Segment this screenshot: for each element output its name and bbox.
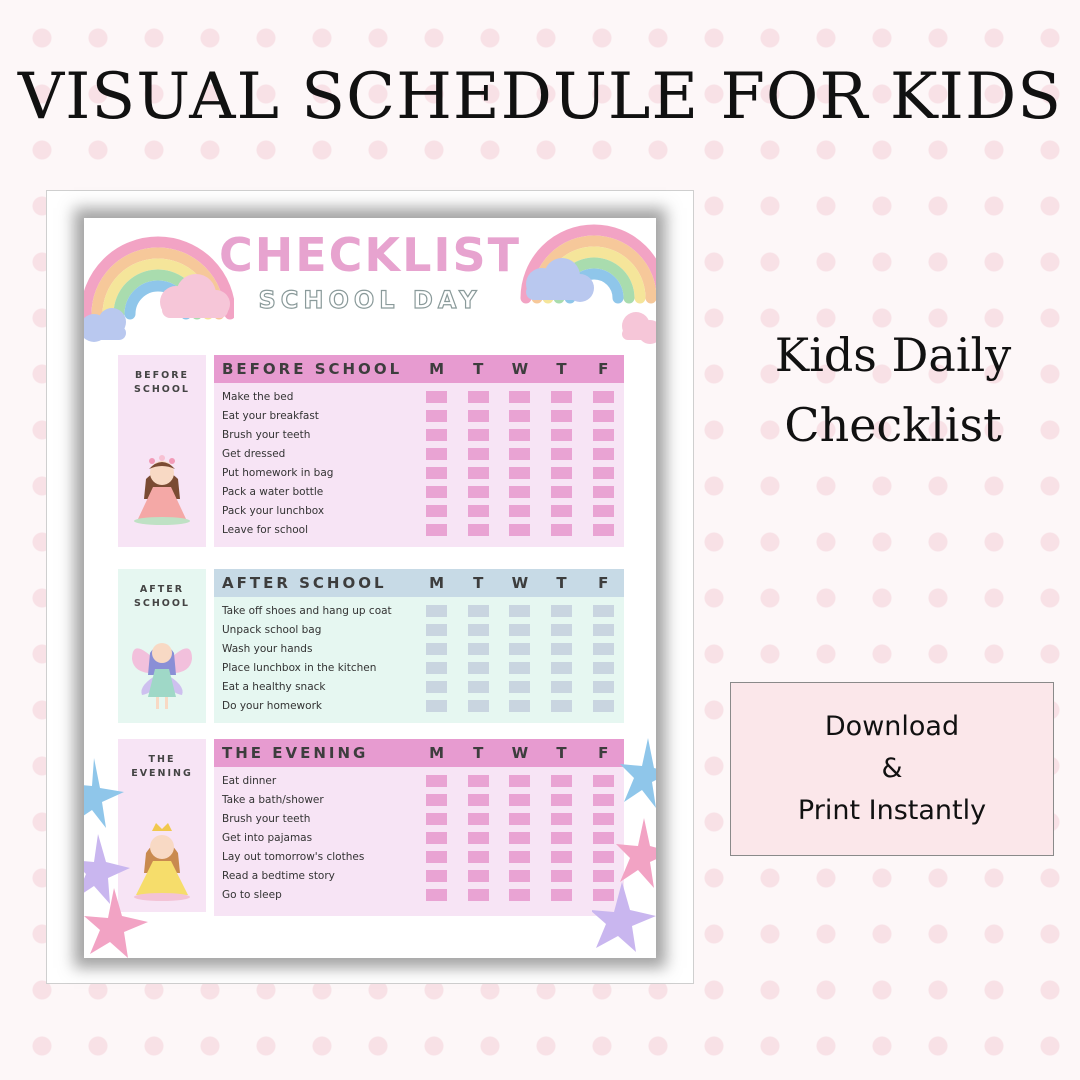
checkbox[interactable]: [468, 832, 489, 844]
checkbox[interactable]: [593, 662, 614, 674]
section-side-label: BEFORE SCHOOL: [134, 370, 190, 395]
sheet-title: CHECKLIST: [218, 228, 522, 282]
checkbox[interactable]: [426, 681, 447, 693]
checkbox[interactable]: [551, 700, 572, 712]
checkbox[interactable]: [509, 889, 530, 901]
checkbox[interactable]: [426, 700, 447, 712]
checkbox[interactable]: [593, 643, 614, 655]
task-row: [214, 771, 624, 790]
day-header-tue: T: [473, 360, 484, 378]
checkbox[interactable]: [426, 794, 447, 806]
day-header-tue: T: [473, 744, 484, 762]
day-header-fri: F: [598, 574, 609, 592]
checkbox[interactable]: [426, 429, 447, 441]
checkbox[interactable]: [551, 605, 572, 617]
checkbox[interactable]: [426, 505, 447, 517]
checkbox[interactable]: [468, 467, 489, 479]
checkbox[interactable]: [593, 524, 614, 536]
task-row: [214, 620, 624, 639]
checkbox[interactable]: [468, 889, 489, 901]
task-label: Read a bedtime story: [222, 869, 335, 882]
checkbox[interactable]: [426, 624, 447, 636]
section-after-school: [118, 569, 624, 723]
checkbox[interactable]: [468, 775, 489, 787]
checkbox[interactable]: [509, 643, 530, 655]
checkbox[interactable]: [468, 429, 489, 441]
checkbox[interactable]: [426, 410, 447, 422]
checkbox[interactable]: [509, 832, 530, 844]
checkbox[interactable]: [468, 448, 489, 460]
checkbox[interactable]: [551, 486, 572, 498]
checkbox[interactable]: [593, 410, 614, 422]
checkbox[interactable]: [509, 486, 530, 498]
task-row: [214, 847, 624, 866]
task-label: Take a bath/shower: [222, 793, 324, 806]
day-header-thu: T: [556, 360, 567, 378]
checkbox[interactable]: [509, 775, 530, 787]
checkbox[interactable]: [551, 662, 572, 674]
task-row: [214, 406, 624, 425]
section-body: [214, 767, 624, 916]
section-side-label: AFTER SCHOOL: [134, 584, 190, 609]
checklist-sheet: [84, 218, 656, 958]
checkbox[interactable]: [551, 448, 572, 460]
cta-line2: &: [881, 753, 903, 784]
checkbox[interactable]: [509, 813, 530, 825]
task-label: Wash your hands: [222, 642, 313, 655]
checkbox[interactable]: [426, 832, 447, 844]
checkbox[interactable]: [509, 700, 530, 712]
task-label: Go to sleep: [222, 888, 282, 901]
checkbox[interactable]: [509, 410, 530, 422]
task-row: [214, 482, 624, 501]
checkbox[interactable]: [426, 662, 447, 674]
checkbox[interactable]: [468, 851, 489, 863]
checkbox[interactable]: [551, 870, 572, 882]
checkbox[interactable]: [426, 851, 447, 863]
day-header-tue: T: [473, 574, 484, 592]
star-icon: [592, 738, 656, 958]
checkbox[interactable]: [468, 643, 489, 655]
section-side-label: THE EVENING: [131, 754, 193, 779]
checkbox[interactable]: [509, 505, 530, 517]
task-row: [214, 501, 624, 520]
checkbox[interactable]: [426, 486, 447, 498]
section-body: [214, 597, 624, 723]
task-row: [214, 463, 624, 482]
checkbox[interactable]: [551, 624, 572, 636]
task-row: [214, 790, 624, 809]
section-header-title: AFTER SCHOOL: [222, 574, 387, 592]
task-label: Brush your teeth: [222, 812, 311, 825]
task-row: [214, 809, 624, 828]
product-subtitle: [758, 320, 1028, 460]
checkbox[interactable]: [551, 775, 572, 787]
checkbox[interactable]: [509, 624, 530, 636]
checkbox[interactable]: [468, 662, 489, 674]
section-table: [214, 569, 624, 723]
checkbox[interactable]: [593, 391, 614, 403]
checkbox[interactable]: [551, 410, 572, 422]
product-subtitle-line1: Kids Daily: [774, 328, 1012, 382]
task-label: Eat a healthy snack: [222, 680, 326, 693]
section-side-panel: [118, 355, 206, 547]
checkbox[interactable]: [593, 429, 614, 441]
checkbox[interactable]: [551, 681, 572, 693]
task-row: [214, 425, 624, 444]
day-header-mon: M: [429, 574, 445, 592]
day-header-wed: W: [511, 744, 529, 762]
checkbox[interactable]: [468, 605, 489, 617]
task-label: Leave for school: [222, 523, 309, 536]
fairy-icon: [126, 625, 198, 715]
section-header: [214, 739, 624, 767]
checkbox[interactable]: [426, 775, 447, 787]
checkbox[interactable]: [551, 505, 572, 517]
checkbox[interactable]: [593, 681, 614, 693]
checkbox[interactable]: [593, 505, 614, 517]
checkbox[interactable]: [468, 624, 489, 636]
checkbox[interactable]: [426, 448, 447, 460]
checkbox[interactable]: [509, 851, 530, 863]
day-header-thu: T: [556, 574, 567, 592]
task-row: [214, 677, 624, 696]
checkbox[interactable]: [426, 643, 447, 655]
checkbox[interactable]: [426, 605, 447, 617]
task-row: [214, 658, 624, 677]
checkbox[interactable]: [426, 889, 447, 901]
checkbox[interactable]: [551, 889, 572, 901]
checkbox[interactable]: [468, 870, 489, 882]
checkbox[interactable]: [593, 467, 614, 479]
checkbox[interactable]: [468, 391, 489, 403]
task-label: Eat dinner: [222, 774, 277, 787]
checkbox[interactable]: [593, 624, 614, 636]
checkbox[interactable]: [426, 870, 447, 882]
checkbox[interactable]: [551, 391, 572, 403]
princess-icon: [126, 439, 198, 525]
checkbox[interactable]: [551, 643, 572, 655]
section-body: [214, 383, 624, 547]
section-the-evening: [118, 739, 624, 912]
checkbox[interactable]: [593, 700, 614, 712]
checkbox[interactable]: [509, 662, 530, 674]
section-table: [214, 355, 624, 547]
task-label: Put homework in bag: [222, 466, 334, 479]
checkbox[interactable]: [509, 524, 530, 536]
section-header: [214, 569, 624, 597]
task-row: [214, 639, 624, 658]
star-icon: [84, 758, 148, 958]
checkbox[interactable]: [468, 794, 489, 806]
day-header-fri: F: [598, 360, 609, 378]
product-subtitle-line2: Checklist: [784, 398, 1002, 452]
checkbox[interactable]: [426, 391, 447, 403]
checkbox[interactable]: [551, 467, 572, 479]
day-header-fri: F: [598, 744, 609, 762]
task-label: Lay out tomorrow's clothes: [222, 850, 365, 863]
checkbox[interactable]: [593, 605, 614, 617]
section-header-title: BEFORE SCHOOL: [222, 360, 403, 378]
checkbox[interactable]: [509, 391, 530, 403]
section-side-panel: [118, 569, 206, 723]
checkbox[interactable]: [468, 505, 489, 517]
day-header-thu: T: [556, 744, 567, 762]
checkbox[interactable]: [509, 467, 530, 479]
page-headline: VISUAL SCHEDULE FOR KIDS: [17, 60, 1063, 134]
task-label: Do your homework: [222, 699, 322, 712]
checkbox[interactable]: [468, 700, 489, 712]
sheet-subtitle: SCHOOL DAY: [258, 286, 482, 314]
day-header-mon: M: [429, 744, 445, 762]
day-header-wed: W: [511, 574, 529, 592]
checkbox[interactable]: [509, 870, 530, 882]
task-row: [214, 828, 624, 847]
section-header: [214, 355, 624, 383]
checkbox[interactable]: [468, 486, 489, 498]
checkbox[interactable]: [551, 794, 572, 806]
download-print-banner: [730, 682, 1054, 856]
task-row: [214, 885, 624, 904]
task-label: Place lunchbox in the kitchen: [222, 661, 377, 674]
task-row: [214, 601, 624, 620]
task-label: Make the bed: [222, 390, 294, 403]
section-before-school: [118, 355, 624, 547]
checkbox[interactable]: [509, 429, 530, 441]
task-label: Brush your teeth: [222, 428, 311, 441]
task-label: Get into pajamas: [222, 831, 313, 844]
cta-line1: Download: [824, 711, 960, 742]
task-row: [214, 520, 624, 539]
checkbox[interactable]: [509, 794, 530, 806]
day-header-mon: M: [429, 360, 445, 378]
checkbox[interactable]: [468, 681, 489, 693]
checkbox[interactable]: [551, 429, 572, 441]
checkbox[interactable]: [551, 832, 572, 844]
checkbox[interactable]: [551, 524, 572, 536]
checkbox[interactable]: [468, 524, 489, 536]
task-label: Pack your lunchbox: [222, 504, 325, 517]
task-row: [214, 387, 624, 406]
checkbox[interactable]: [593, 486, 614, 498]
checkbox[interactable]: [509, 448, 530, 460]
checkbox[interactable]: [426, 813, 447, 825]
task-label: Eat your breakfast: [222, 409, 319, 422]
task-row: [214, 444, 624, 463]
task-row: [214, 696, 624, 715]
checkbox[interactable]: [551, 813, 572, 825]
checkbox[interactable]: [509, 605, 530, 617]
task-row: [214, 866, 624, 885]
task-label: Unpack school bag: [222, 623, 322, 636]
section-header-title: THE EVENING: [222, 744, 369, 762]
checkbox[interactable]: [426, 467, 447, 479]
task-label: Take off shoes and hang up coat: [222, 604, 392, 617]
task-label: Get dressed: [222, 447, 286, 460]
checkbox[interactable]: [551, 851, 572, 863]
checkbox[interactable]: [468, 813, 489, 825]
checkbox[interactable]: [593, 448, 614, 460]
checkbox[interactable]: [509, 681, 530, 693]
section-table: [214, 739, 624, 912]
day-header-wed: W: [511, 360, 529, 378]
checkbox[interactable]: [426, 524, 447, 536]
cta-line3: Print Instantly: [797, 795, 987, 826]
task-label: Pack a water bottle: [222, 485, 324, 498]
checkbox[interactable]: [468, 410, 489, 422]
